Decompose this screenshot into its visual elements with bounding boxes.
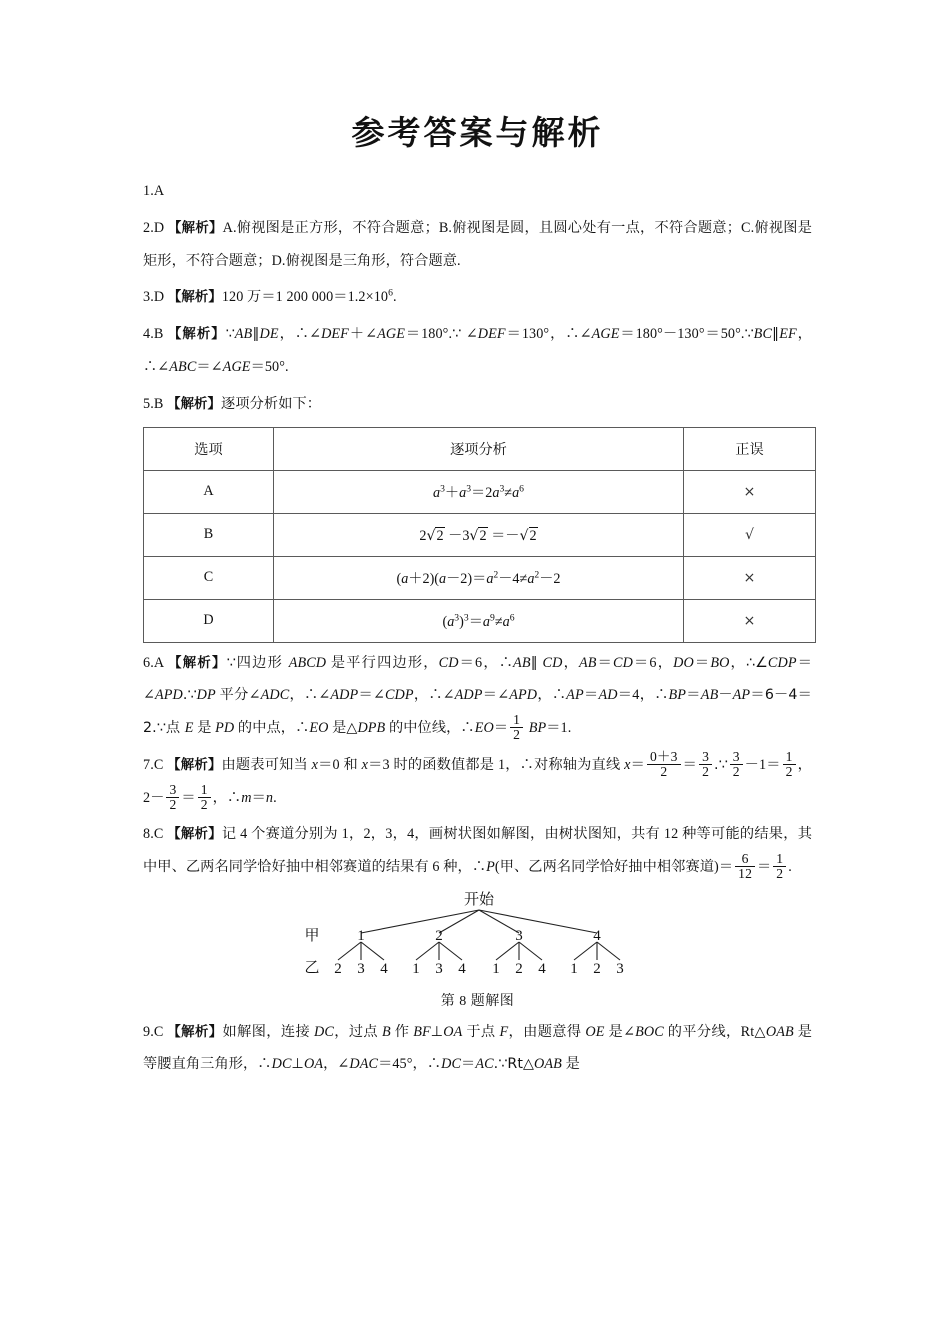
tree-row1-label: 甲: [303, 927, 320, 944]
seg-pd: PD: [215, 720, 235, 737]
tree-diagram-figure: [143, 888, 812, 988]
answer-number-4: 4.: [143, 326, 154, 343]
seg-cd: CD: [438, 654, 459, 671]
q6-s1: ∵四边形: [226, 654, 289, 671]
seg-eo: EO: [309, 720, 329, 737]
q7-s5: ＝: [682, 756, 698, 773]
tree-node-l1-2: 2: [434, 927, 443, 944]
q6-l3-2: ＝: [686, 687, 701, 704]
q6-l3-7: 是△: [328, 720, 358, 737]
analysis-tag-5: 【解析】: [167, 396, 222, 412]
table-row: [144, 556, 816, 599]
fraction-1-over-2: $\frac{1}{2}$: [773, 852, 786, 881]
q8-s1: 记 4 个赛道分别为 1，2，3，4，画树状图如解图，由树状图知，共有 12 种等可能的结果，其中甲、乙两名同学恰好抽中相邻赛道的结果有 6 种，∴: [143, 826, 812, 875]
var-n: n: [265, 789, 274, 806]
answer-choice-7: C: [153, 756, 164, 773]
parallel-symbol: ∥: [252, 326, 260, 343]
fraction-0plus3-over-2: $\frac{0+3}{2}$: [647, 750, 681, 779]
answer-number-2: 2.: [143, 219, 154, 236]
q6-l2-8: ＝∠: [482, 687, 510, 704]
analysis-tag-4: 【解析】: [168, 327, 226, 343]
fraction-3-over-2-c: $\frac{3}{2}$: [166, 783, 179, 812]
tree-node-l2-2-2: 3: [434, 960, 443, 977]
cell-analysis: $(a+2)(a-2)=a^2-4\ne a^2-2$: [274, 556, 684, 599]
q6-l3-1: ＝4，∴: [617, 687, 669, 704]
table-header-verdict: 正误: [684, 427, 816, 470]
q6-l2-4: 平分∠: [215, 687, 261, 704]
q7-s4: ＝: [630, 756, 646, 773]
q9-s8: 是等腰直角三角形，∴: [143, 1023, 812, 1073]
tree-node-l2-1-1: 2: [333, 960, 342, 977]
q4-eq180: ＝180°.: [404, 326, 453, 343]
angle-age: AGE: [377, 326, 405, 343]
q6-l4: ＝1.: [546, 720, 572, 737]
answer-number-5: 5.: [143, 395, 154, 412]
cell-option: D: [144, 599, 274, 642]
tri-oab-2: OAB: [534, 1056, 562, 1073]
answer-choice-1: A: [153, 183, 165, 200]
q7-s1: 由题表可知当: [221, 756, 312, 773]
tri-oab: OAB: [765, 1023, 794, 1040]
angle-adp: ADP: [330, 687, 359, 704]
q7-s9: ＝: [181, 789, 196, 806]
angle-apd: APD: [155, 687, 183, 704]
q6-l3-5: 是: [193, 720, 216, 737]
answer-number-3: 3.: [143, 289, 154, 306]
cell-analysis: $a^3+a^3=2a^3\ne a^6$: [274, 470, 684, 513]
q7-s12: .: [273, 789, 277, 806]
q3-lead: 120 万: [221, 289, 262, 306]
q8-s3: ＝: [756, 858, 772, 875]
table-row: [144, 513, 816, 556]
analysis-tag-7: 【解析】: [167, 757, 222, 773]
cell-option: C: [144, 556, 274, 599]
tree-edges: [338, 910, 620, 960]
answer-choice-8: C: [153, 826, 164, 843]
q9-s12: .∵Rt△: [493, 1056, 535, 1073]
table-row: [144, 470, 816, 513]
answer-item-4: [143, 318, 812, 383]
tree-node-l2-4-1: 1: [569, 960, 578, 977]
parallel-symbol-2: ∥: [772, 326, 780, 343]
q6-s7: ＝: [693, 654, 711, 671]
cell-verdict: ×: [684, 470, 816, 513]
cell-analysis: $(a^3)^3=a^9\ne a^6$: [274, 599, 684, 642]
point-b: B: [381, 1023, 391, 1040]
analysis-tag-9: 【解析】: [167, 1024, 223, 1040]
seg-ap: AP: [566, 687, 584, 704]
q6-l3-9: ＝: [493, 720, 509, 737]
answer-number-6: 6.: [143, 654, 154, 671]
answers-body: [143, 153, 812, 1081]
q6-l2-10: ＝: [583, 687, 599, 704]
tree-node-l2-2-1: 1: [411, 960, 420, 977]
fraction-half: $\frac{1}{2}$: [510, 713, 523, 742]
q6-s8: ，: [729, 654, 746, 671]
q4-eq130: ＝130°，∴∠: [505, 326, 592, 343]
seg-oe: OE: [585, 1023, 605, 1040]
tree-node-l2-2-3: 4: [457, 960, 466, 977]
because-symbol-2: ∵: [452, 326, 462, 343]
angle-def-2: ∠DEF: [461, 326, 506, 343]
q9-s4: 于点: [462, 1023, 500, 1040]
q9-s13: 是: [561, 1056, 580, 1073]
point-f: F: [499, 1023, 509, 1040]
tree-node-l1-4: 4: [592, 927, 601, 944]
angle-age-3: AGE: [222, 359, 251, 376]
angle-age-2: AGE: [591, 326, 620, 343]
angle-def: DEF: [321, 326, 349, 343]
answer-item-1: [143, 175, 812, 208]
q9-s9: ，∠: [323, 1056, 350, 1073]
seg-ab: AB: [234, 326, 253, 343]
q6-s6: ＝6，: [632, 654, 674, 671]
answer-item-2: [143, 212, 812, 277]
q9-s7: 的平分线，Rt△: [663, 1023, 766, 1040]
analysis-table: [143, 427, 816, 643]
perpendicular-symbol-2: ⊥: [291, 1056, 304, 1073]
angle-cdp: CDP: [767, 654, 797, 671]
analysis-tag-6: 【解析】: [168, 655, 227, 671]
tree-labels: [304, 891, 623, 977]
tree-node-l2-1-3: 4: [379, 960, 388, 977]
q4-l2c: ＝∠: [196, 359, 223, 376]
q6-l2-9: ，∴: [537, 687, 567, 704]
q8-s2: (甲、乙两名同学恰好抽中相邻赛道)＝: [494, 858, 734, 875]
seg-dc: DC: [314, 1023, 334, 1040]
seg-cd-3: CD: [613, 654, 633, 671]
q4-eqcalc: ＝180°－130°: [619, 326, 705, 343]
table-header-analysis: 逐项分析: [274, 427, 684, 470]
answer-choice-6: A: [153, 654, 164, 671]
because-symbol: ∵: [225, 326, 235, 343]
q9-s6: 是∠: [604, 1023, 636, 1040]
fraction-6-over-12: $\frac{6}{12}$: [735, 852, 755, 881]
q7-s6: .∵: [714, 756, 728, 773]
parallel-symbol: ∥: [530, 654, 538, 671]
probability-tree-svg: [298, 888, 658, 988]
seg-eo-2: EO: [474, 720, 494, 737]
q6-l3-8: 的中位线，∴: [385, 720, 475, 737]
seg-oa: OA: [443, 1023, 463, 1040]
analysis-tag-3: 【解析】: [167, 290, 222, 306]
point-e: E: [184, 720, 194, 737]
answer-number-9: 9.: [143, 1023, 154, 1040]
seg-cd-2: CD: [537, 654, 563, 671]
analysis-tag-2: 【解析】: [168, 220, 223, 236]
q3-equation: ＝1 200 000＝1.2×10: [261, 289, 389, 306]
q6-l3-4: ＝6－4＝2.∵点: [143, 687, 812, 737]
q9-s11: ＝: [461, 1056, 476, 1073]
angle-boc: BOC: [635, 1023, 664, 1040]
tree-root-label: 开始: [463, 891, 494, 908]
q3-exponent: 6: [388, 288, 394, 300]
quad-abcd: ABCD: [288, 654, 327, 671]
q6-s3: ＝6，∴: [458, 654, 514, 671]
q6-l2-5: ，∴∠: [289, 687, 331, 704]
answer-item-3: [143, 281, 812, 314]
q8-s4: .: [788, 858, 792, 875]
q9-s1: 如解图，连接: [222, 1023, 315, 1040]
cell-verdict: ×: [684, 599, 816, 642]
because-symbol-3: ∵: [744, 326, 754, 343]
angle-adc: ADC: [260, 687, 290, 704]
angle-apd-2: APD: [509, 687, 538, 704]
q7-s10: ，∴: [212, 789, 242, 806]
answer-choice-2: D: [153, 219, 165, 236]
tree-node-l2-3-1: 1: [491, 960, 500, 977]
seg-dp: DP: [196, 687, 216, 704]
q7-s3: ＝3 时的函数值都是 1，∴对称轴为直线: [368, 756, 625, 773]
seg-ab: AB: [513, 654, 531, 671]
tree-node-l1-3: 3: [514, 927, 523, 944]
answer-item-6: [143, 647, 812, 745]
q6-l2-1: ∴∠: [745, 654, 768, 671]
tree-row2-label: 乙: [303, 959, 320, 976]
tree-node-l2-3-3: 4: [537, 960, 546, 977]
analysis-tag-8: 【解析】: [167, 827, 222, 843]
var-m: m: [241, 789, 252, 806]
q6-l3-3: －: [718, 687, 733, 704]
figure-caption-8: 第 8 题解图: [440, 993, 515, 1009]
answer-number-1: 1.: [143, 183, 154, 200]
q6-l2-2: ＝∠: [143, 654, 812, 704]
table-header-row: [144, 427, 816, 470]
seg-do: DO: [673, 654, 694, 671]
seg-ab-2: AB: [578, 654, 597, 671]
answer-choice-4: B: [153, 326, 164, 343]
q4-c1: ，∴∠: [278, 326, 322, 343]
seg-ap-2: AP: [732, 687, 751, 704]
q6-s2: 是平行四边形，: [326, 654, 439, 671]
tree-node-l2-1-2: 3: [356, 960, 365, 977]
seg-bf: BF: [413, 1023, 431, 1040]
tree-node-l2-3-2: 2: [514, 960, 523, 977]
seg-oa-2: OA: [303, 1056, 324, 1073]
seg-bc: BC: [753, 326, 773, 343]
angle-abc: ABC: [169, 359, 197, 376]
cell-verdict: √: [684, 513, 816, 556]
cell-verdict: ×: [684, 556, 816, 599]
seg-ac: AC: [475, 1056, 494, 1073]
var-x-3: x: [624, 756, 631, 773]
answer-item-9: [143, 1016, 812, 1081]
tri-dpb: DPB: [357, 720, 386, 737]
cell-option: A: [144, 470, 274, 513]
q7-s2: ＝0 和: [318, 756, 362, 773]
table-header-option: 选项: [144, 427, 274, 470]
seg-bp: BP: [668, 687, 687, 704]
perpendicular-symbol: ⊥: [430, 1023, 444, 1040]
q9-s2: ，过点: [333, 1023, 382, 1040]
seg-bp-2: BP: [525, 720, 547, 737]
answer-choice-9: C: [153, 1023, 164, 1040]
q9-s10: ＝45°，∴: [378, 1056, 442, 1073]
var-x: x: [311, 756, 319, 773]
q7-s7: －1＝: [744, 756, 781, 773]
seg-ad: AD: [598, 687, 618, 704]
q6-l2-7: ，∴∠: [413, 687, 455, 704]
fraction-3-over-2: $\frac{3}{2}$: [699, 750, 712, 779]
q5-lead: 逐项分析如下：: [221, 395, 322, 412]
q3-tail: .: [393, 289, 397, 306]
seg-bo: BO: [710, 654, 730, 671]
angle-dac: DAC: [349, 1056, 379, 1073]
seg-ab-3: AB: [700, 687, 719, 704]
tree-node-l2-4-3: 3: [615, 960, 624, 977]
q6-l2-6: ＝∠: [358, 687, 385, 704]
seg-ef: EF: [779, 326, 797, 343]
tree-node-l2-4-2: 2: [592, 960, 601, 977]
q9-s3: 作: [390, 1023, 414, 1040]
prob-p: P: [486, 858, 495, 875]
q7-s8: ，2－: [143, 756, 812, 806]
seg-dc-3: DC: [441, 1056, 462, 1073]
var-x-2: x: [361, 756, 369, 773]
q6-s5: ＝: [596, 654, 614, 671]
fraction-1-over-2-b: $\frac{1}{2}$: [198, 783, 211, 812]
q6-l2-3: .∵: [182, 687, 197, 704]
q4-l2a: ＝50°.: [704, 326, 745, 343]
answer-item-8: [143, 818, 812, 883]
q6-l3-6: 的中点，∴: [234, 720, 310, 737]
q6-s4: ，: [562, 654, 579, 671]
answer-item-5: [143, 388, 812, 421]
tree-node-l1-1: 1: [356, 927, 365, 944]
angle-adp-2: ADP: [454, 687, 483, 704]
cell-analysis: 2√2 －3√2 ＝－√2: [274, 513, 684, 556]
answer-item-7: [143, 749, 812, 814]
q4-l2b: ，∴∠: [143, 326, 812, 376]
cell-option: B: [144, 513, 274, 556]
answer-choice-5: B: [153, 395, 164, 412]
answer-number-8: 8.: [143, 826, 154, 843]
page-title: 参考答案与解析: [351, 113, 604, 152]
q9-s5: ，由题意得: [508, 1023, 586, 1040]
answer-number-7: 7.: [143, 756, 154, 773]
analysis-text-2: A.俯视图是正方形，不符合题意；B.俯视图是圆，且圆心处有一点，不符合题意；C.俯视图是矩形，不符合题意；D.俯视图是三角形，符合题意.: [143, 219, 812, 269]
seg-de: DE: [259, 326, 279, 343]
seg-dc-2: DC: [271, 1056, 292, 1073]
angle-cdp-2: CDP: [384, 687, 414, 704]
q4-plus: ＋∠: [348, 326, 378, 343]
answer-choice-3: D: [153, 289, 165, 306]
table-row: [144, 599, 816, 642]
fraction-1-over-2: $\frac{1}{2}$: [783, 750, 796, 779]
q4-l2d: ＝50°.: [250, 359, 289, 376]
q7-s11: ＝: [251, 789, 266, 806]
fraction-3-over-2-b: $\frac{3}{2}$: [730, 750, 743, 779]
